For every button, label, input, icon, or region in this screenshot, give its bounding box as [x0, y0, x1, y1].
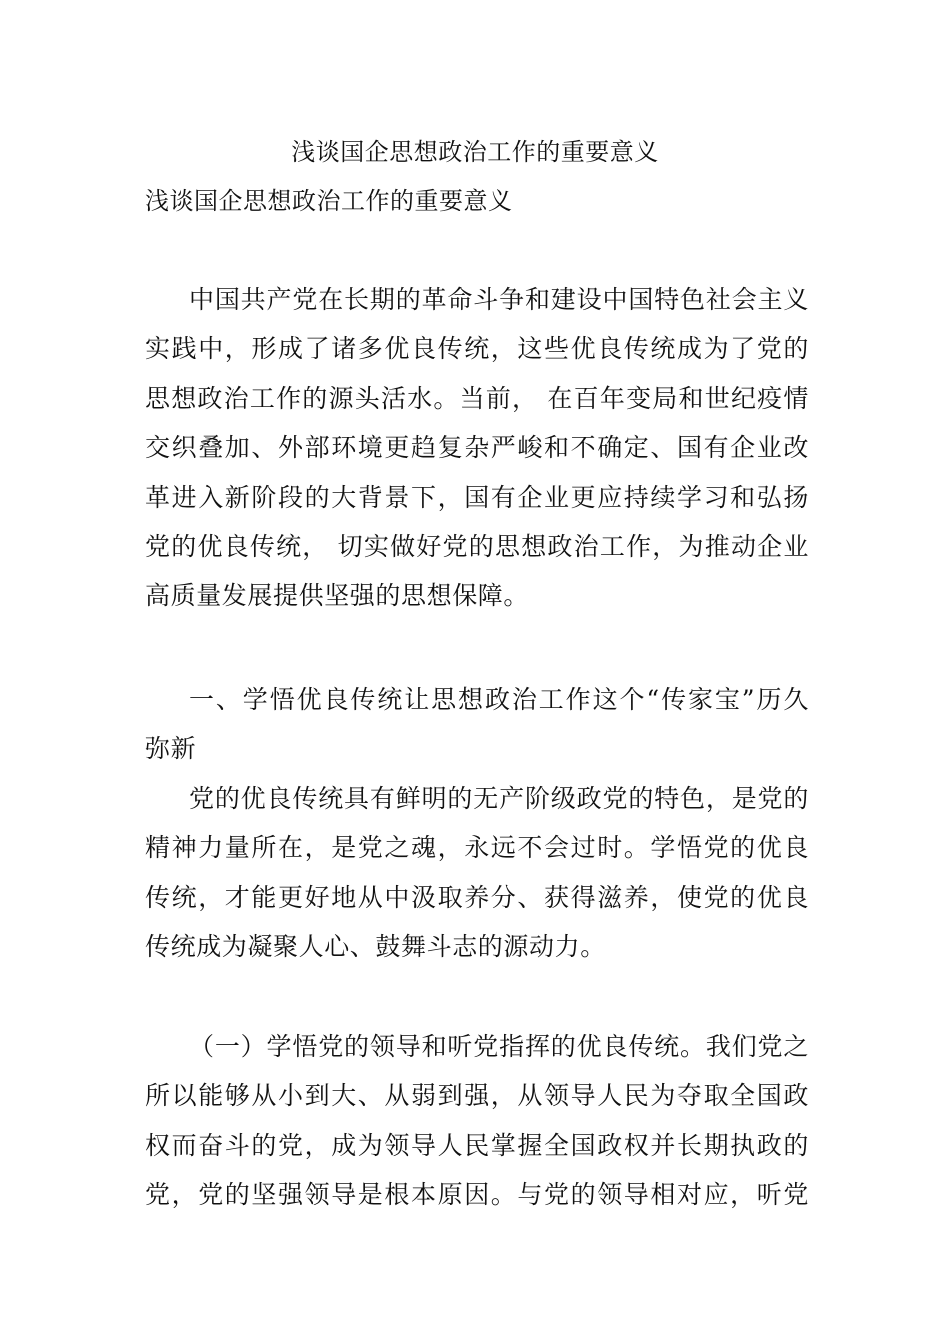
document-title: 浅谈国企思想政治工作的重要意义: [291, 138, 659, 166]
paragraph-line: 实践中，形成了诸多优良传统，这些优良传统成为了党的: [145, 334, 809, 364]
document-subtitle: 浅谈国企思想政治工作的重要意义: [145, 187, 513, 215]
paragraph-line: 中国共产党在长期的革命斗争和建设中国特色社会主义: [189, 285, 809, 314]
paragraph-line: 革进入新阶段的大背景下，国有企业更应持续学习和弘扬: [145, 482, 809, 512]
heading-line: 弥新: [145, 734, 197, 764]
paragraph-line: （一）学悟党的领导和听党指挥的优良传统。我们党之: [189, 1032, 809, 1061]
paragraph-line: 传统成为凝聚人心、鼓舞斗志的源动力。: [145, 932, 606, 962]
paragraph-line: 权而奋斗的党，成为领导人民掌握全国政权并长期执政的: [145, 1130, 809, 1160]
paragraph-line: 高质量发展提供坚强的思想保障。: [145, 581, 530, 611]
paragraph-line: 党的优良传统， 切实做好党的思想政治工作，为推动企业: [145, 531, 809, 561]
paragraph-line: 党，党的坚强领导是根本原因。与党的领导相对应，听党: [145, 1180, 809, 1210]
paragraph-line: 交织叠加、外部环境更趋复杂严峻和不确定、国有企业改: [145, 433, 809, 463]
paragraph-line: 传统，才能更好地从中汲取养分、获得滋养，使党的优良: [145, 882, 809, 912]
heading-line: 一、学悟优良传统让思想政治工作这个“传家宝”历久: [189, 685, 809, 714]
paragraph-line: 精神力量所在，是党之魂，永远不会过时。学悟党的优良: [145, 833, 809, 863]
paragraph-line: 所以能够从小到大、从弱到强，从领导人民为夺取全国政: [145, 1081, 809, 1111]
section-heading-1: [145, 675, 809, 774]
paragraph-intro: [145, 275, 809, 621]
paragraph-leadership: [145, 1022, 809, 1220]
paragraph-line: 党的优良传统具有鲜明的无产阶级政党的特色，是党的: [189, 784, 809, 813]
paragraph-line: 思想政治工作的源头活水。当前， 在百年变局和世纪疫情: [145, 383, 809, 413]
paragraph-traditions: [145, 774, 809, 972]
